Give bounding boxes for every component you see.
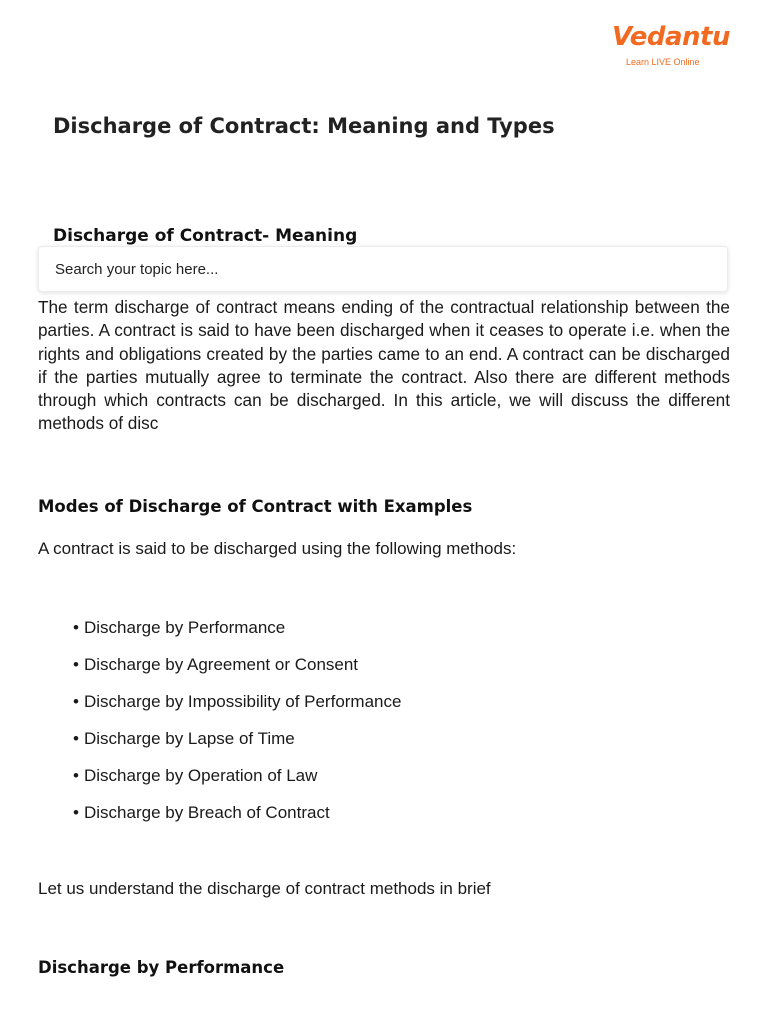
list-item-label: Discharge by Agreement or Consent xyxy=(84,655,359,674)
vedantu-logo[interactable] xyxy=(612,22,730,72)
search-input[interactable] xyxy=(39,247,727,291)
logo-wordmark: Vedantu xyxy=(612,22,730,52)
bullet-icon: • xyxy=(73,692,79,711)
list-item xyxy=(73,765,401,802)
search-box[interactable] xyxy=(38,246,728,292)
list-item-label: Discharge by Lapse of Time xyxy=(84,729,295,748)
bullet-icon: • xyxy=(73,803,79,822)
bullet-icon: • xyxy=(73,766,79,785)
intro-paragraph: The term discharge of contract means ending of the contractual relationship between the parties. A contract is said to have been discharged when it ceases to operate i.e. when the rights and obligations created by the parties came to an end. A contract can be discharged if the parties mutually agree to terminate the contract. Also there are different methods through which contracts can be discharged. In this article, we will discuss the different methods of disc xyxy=(38,297,730,434)
list-item-label: Discharge by Impossibility of Performance xyxy=(84,692,402,711)
modes-intro-text: A contract is said to be discharged using the following methods: xyxy=(38,539,517,558)
list-item-label: Discharge by Performance xyxy=(84,618,286,637)
bullet-icon: • xyxy=(73,655,79,674)
list-item-label: Discharge by Breach of Contract xyxy=(84,803,330,822)
brief-intro-text: Let us understand the discharge of contract methods in brief xyxy=(38,879,491,898)
discharge-methods-list xyxy=(73,617,401,839)
meaning-heading: Discharge of Contract- Meaning xyxy=(53,226,358,246)
bullet-icon: • xyxy=(73,729,79,748)
list-item xyxy=(73,654,401,691)
logo-tagline: Learn LIVE Online xyxy=(626,57,700,67)
list-item xyxy=(73,728,401,765)
modes-heading: Modes of Discharge of Contract with Examples xyxy=(38,497,473,516)
list-item xyxy=(73,691,401,728)
page-title: Discharge of Contract: Meaning and Types xyxy=(53,114,555,138)
bullet-icon: • xyxy=(73,618,79,637)
list-item xyxy=(73,617,401,654)
list-item-label: Discharge by Operation of Law xyxy=(84,766,318,785)
list-item xyxy=(73,802,401,839)
performance-heading: Discharge by Performance xyxy=(38,958,285,977)
